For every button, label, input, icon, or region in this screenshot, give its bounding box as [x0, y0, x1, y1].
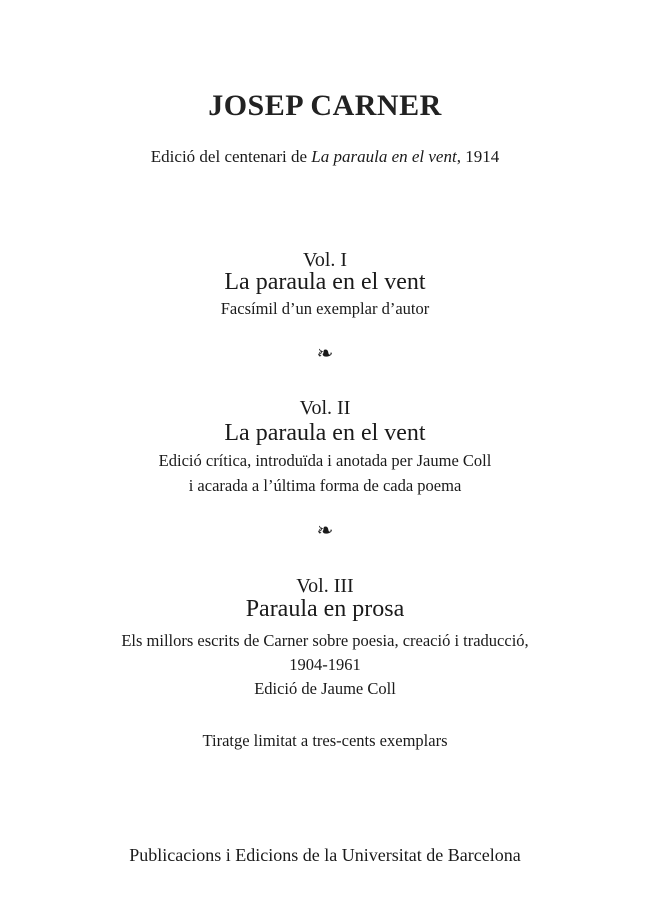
subtitle-prefix: Edició del centenari de [150, 147, 312, 166]
fleuron-ornament-1: ❧ [316, 341, 334, 365]
volume-3-description-line-2: 1904-1961 [289, 655, 361, 674]
publisher-name: Publicacions i Edicions de la Universitat de Barcelona [129, 845, 521, 865]
fleuron-ornament-2: ❧ [316, 518, 334, 542]
volume-1-title: La paraula en el vent [224, 269, 426, 295]
volume-3-description-line-1: Els millors escrits de Carner sobre poesia, creació i traducció, [121, 631, 529, 650]
print-run-note: Tiratge limitat a tres-cents exemplars [202, 731, 448, 750]
volume-1-description: Facsímil d’un exemplar d’autor [220, 299, 430, 318]
subtitle-year: , 1914 [456, 147, 500, 166]
volume-3-description-line-3: Edició de Jaume Coll [254, 679, 396, 698]
volume-2-title: La paraula en el vent [224, 420, 426, 446]
volume-2-description-line-2: i acarada a l’última forma de cada poema [188, 476, 462, 495]
volume-2-label: Vol. II [299, 397, 351, 419]
edition-subtitle [0, 148, 650, 165]
subtitle-book-title: La paraula en el vent [311, 147, 457, 166]
volume-3-title: Paraula en prosa [245, 596, 405, 622]
volume-1-label: Vol. I [302, 249, 348, 271]
author-name: JOSEP CARNER [208, 89, 442, 122]
volume-3-label: Vol. III [296, 575, 354, 597]
volume-2-description-line-1: Edició crítica, introduïda i anotada per Jaume Coll [158, 451, 492, 470]
